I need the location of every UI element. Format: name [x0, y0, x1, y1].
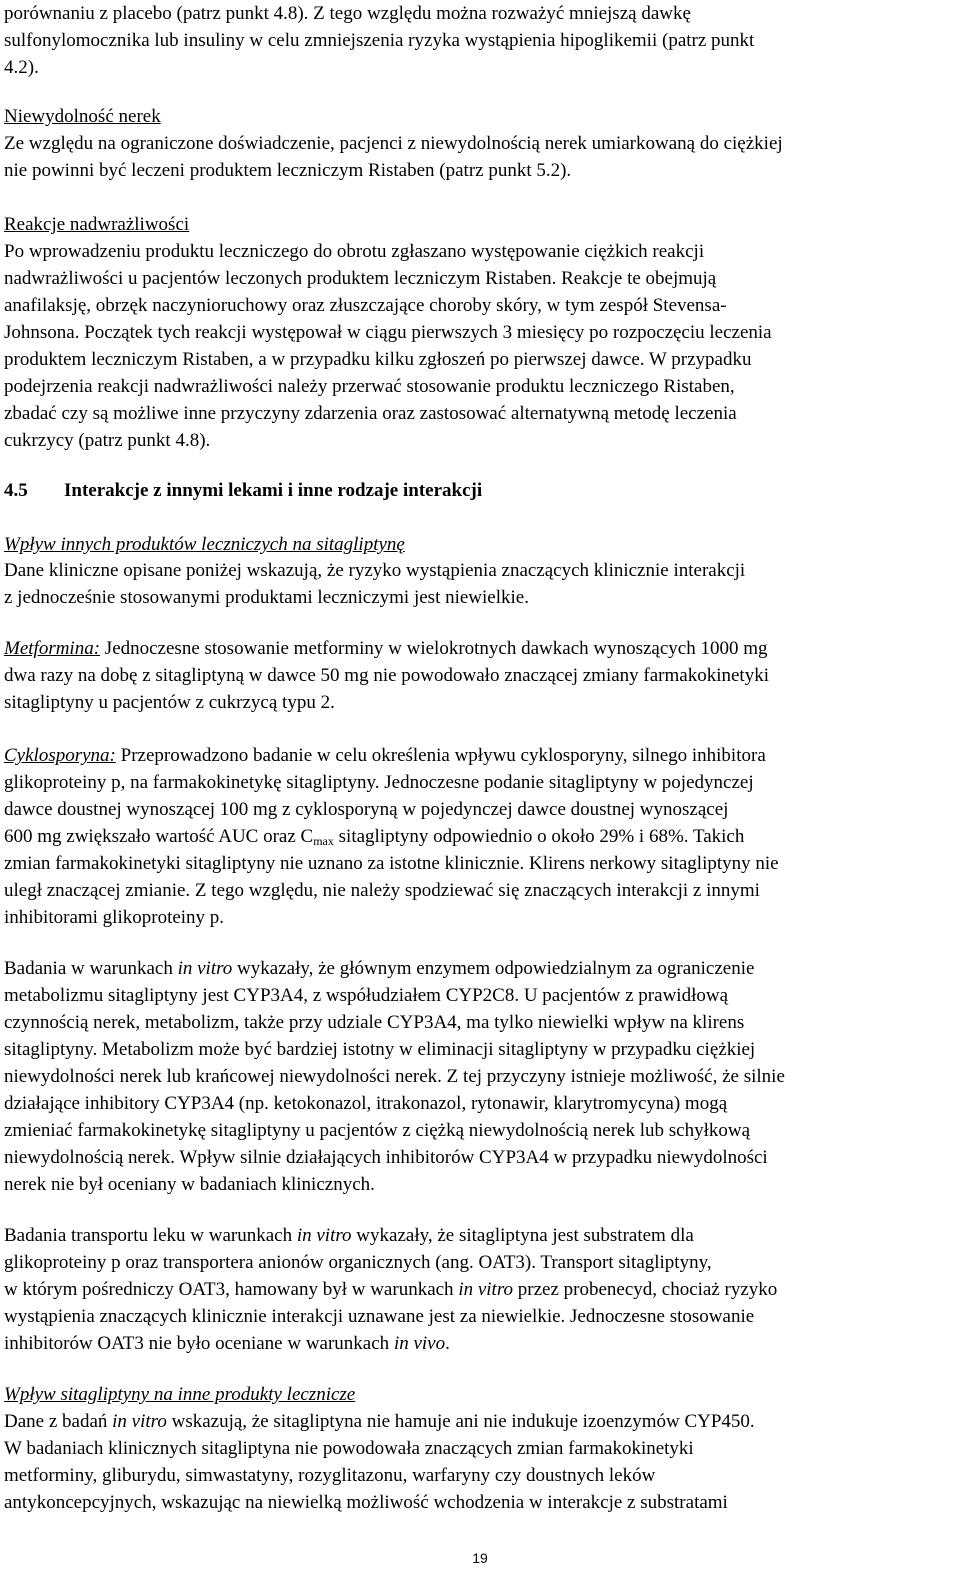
cyclosporin-line-5: zmian farmakokinetyki sitagliptyny nie uznano za istotne klinicznie. Klirens nerkowy sitagliptyny nie: [4, 853, 779, 874]
transport-line-2: glikoproteiny p oraz transportera anionów organicznych (ang. OAT3). Transport sitagliptyny,: [4, 1252, 712, 1273]
hypersensitivity-line-5: produktem leczniczym Ristaben, a w przypadku kilku zgłoszeń po pierwszej dawce. W przypadku: [4, 349, 752, 370]
renal-line-1: Ze względu na ograniczone doświadczenie, pacjenci z niewydolnością nerek umiarkowaną do ciężkiej: [4, 133, 783, 154]
invitro-line-7: zmieniać farmakokinetykę sitagliptyny u pacjentów z ciężką niewydolnością nerek lub schyłkową: [4, 1120, 751, 1141]
effects-sita-line-1-end: wskazują, że sitagliptyna nie hamuje ani nie indukuje izoenzymów CYP450.: [166, 1411, 755, 1432]
effects-sita-line-4: antykoncepcyjnych, wskazując na niewielką możliwość wchodzenia w interakcje z substratami: [4, 1492, 728, 1513]
invitro-line-9: nerek nie był oceniany w badaniach klinicznych.: [4, 1174, 375, 1195]
transport-line-1-end: wykazały, że sitagliptyna jest substratem dla: [351, 1225, 694, 1246]
metformin-text: Jednoczesne stosowanie metforminy w wielokrotnych dawkach wynoszących 1000 mg: [100, 638, 768, 659]
in-vitro-term: in vitro: [296, 1225, 352, 1246]
section-number: 4.5: [4, 480, 28, 501]
effects-sita-line-2: W badaniach klinicznych sitagliptyna nie powodowała znaczących zmian farmakokinetyki: [4, 1438, 694, 1459]
metformin-line-2: dwa razy na dobę z sitagliptyną w dawce 50 mg nie powodowało znaczącej zmiany farmakokinetyki: [4, 665, 769, 686]
hypersensitivity-line-4: Johnsona. Początek tych reakcji występował w ciągu pierwszych 3 miesięcy po rozpoczęciu leczenia: [4, 322, 772, 343]
hypersensitivity-line-1: Po wprowadzeniu produktu leczniczego do obrotu zgłaszano występowanie ciężkich reakcji: [4, 241, 705, 262]
transport-line-3: [4, 1276, 777, 1303]
hypersensitivity-line-2: nadwrażliwości u pacjentów leczonych produktem leczniczym Ristaben. Reakcje te obejmują: [4, 268, 717, 289]
effects-sita-line-3: metforminy, gliburydu, simwastatyny, rozyglitazonu, warfaryny czy doustnych leków: [4, 1465, 656, 1486]
invitro-line-4: sitagliptyny. Metabolizm może być bardziej istotny w eliminacji sitagliptyny w przypadku ciężkiej: [4, 1039, 756, 1060]
metformin-line-3: sitagliptyny u pacjentów z cukrzycą typu 2.: [4, 692, 335, 713]
effects-sita-line-1: [4, 1408, 755, 1435]
hypersensitivity-heading: Reakcje nadwrażliwości: [4, 214, 190, 235]
cyclosporin-line-2: glikoproteiny p, na farmakokinetykę sitagliptyny. Jednoczesne podanie sitagliptyny w pojedynczej: [4, 772, 754, 793]
cyclosporin-line-6: uległ znaczącej zmianie. Z tego względu, nie należy spodziewać się znaczących interakcji z innymi: [4, 880, 760, 901]
effects-sita-heading: Wpływ sitagliptyny na inne produkty lecznicze: [4, 1384, 356, 1405]
effects-others-heading: Wpływ innych produktów leczniczych na sitagliptynę: [4, 534, 405, 555]
cyclosporin-label: Cyklosporyna:: [4, 745, 116, 766]
metformin-label: Metformina:: [4, 638, 101, 659]
in-vitro-term: in vitro: [177, 958, 233, 979]
transport-line-5-start: inhibitorów OAT3 nie było oceniane w warunkach: [4, 1333, 394, 1354]
transport-line-1-start: Badania transportu leku w warunkach: [4, 1225, 297, 1246]
cyclosporin-line-1: [4, 742, 766, 769]
hypersensitivity-line-3: anafilaksję, obrzęk naczynioruchowy oraz złuszczające choroby skóry, w tym zespół Stevensa-: [4, 295, 727, 316]
invitro-line-2: metabolizmu sitagliptyny jest CYP3A4, z współudziałem CYP2C8. U pacjentów z prawidłową: [4, 985, 729, 1006]
invitro-line-8: niewydolnością nerek. Wpływ silnie działających inhibitorów CYP3A4 w przypadku niewydolności: [4, 1147, 768, 1168]
effects-sita-line-1-start: Dane z badań: [4, 1411, 113, 1432]
transport-line-5-end: .: [445, 1333, 450, 1354]
renal-heading: Niewydolność nerek: [4, 106, 161, 127]
cyclosporin-line-7: inhibitorami glikoproteiny p.: [4, 907, 225, 928]
transport-line-5: [4, 1330, 450, 1357]
in-vitro-term: in vitro: [112, 1411, 167, 1432]
intro-line-3: 4.2).: [4, 57, 39, 78]
invitro-line-5: niewydolności nerek lub krańcowej niewydolności nerek. Z tej przyczyny istnieje możliwość, że silnie: [4, 1066, 785, 1087]
transport-line-3-end: przez probenecyd, chociaż ryzyko: [513, 1279, 778, 1300]
invitro-line-3: czynnością nerek, metabolizm, także przy udziale CYP3A4, ma tylko niewielki wpływ na klirens: [4, 1012, 745, 1033]
effects-others-line-1: Dane kliniczne opisane poniżej wskazują, że ryzyko wystąpienia znaczących klinicznie interakcji: [4, 560, 746, 581]
renal-line-2: nie powinni być leczeni produktem leczniczym Ristaben (patrz punkt 5.2).: [4, 160, 572, 181]
section-heading: [4, 477, 482, 504]
invitro-line-1-end: wykazały, że głównym enzymem odpowiedzialnym za ograniczenie: [232, 958, 755, 979]
transport-line-1: [4, 1222, 694, 1249]
in-vivo-term: in vivo: [393, 1333, 446, 1354]
cyclosporin-text: Przeprowadzono badanie w celu określenia wpływu cyklosporyny, silnego inhibitora: [115, 745, 766, 766]
invitro-line-1-start: Badania w warunkach: [4, 958, 178, 979]
transport-line-4: wystąpienia znaczących klinicznie interakcji uznawane jest za niewielkie. Jednoczesne stosowanie: [4, 1306, 755, 1327]
intro-line-1: porównaniu z placebo (patrz punkt 4.8). Z tego względu można rozważyć mniejszą dawkę: [4, 3, 691, 24]
hypersensitivity-line-7: zbadać czy są możliwe inne przyczyny zdarzenia oraz zastosować alternatywną metodę leczenia: [4, 403, 737, 424]
transport-line-3-start: w którym pośredniczy OAT3, hamowany był w warunkach: [4, 1279, 459, 1300]
invitro-line-6: działające inhibitory CYP3A4 (np. ketokonazol, itrakonazol, rytonawir, klarytromycyna) mogą: [4, 1093, 728, 1114]
section-title: Interakcje z innymi lekami i inne rodzaje interakcji: [64, 480, 483, 501]
cmax-subscript: max: [313, 834, 334, 848]
hypersensitivity-line-6: podejrzenia reakcji nadwrażliwości należy przerwać stosowanie produktu leczniczego Ristaben,: [4, 376, 735, 397]
cyclosporin-line-4-start: 600 mg zwiększało wartość AUC oraz C: [4, 826, 314, 847]
page-number: 19: [472, 1550, 488, 1566]
invitro-line-1: [4, 955, 754, 982]
in-vitro-term: in vitro: [458, 1279, 514, 1300]
metformin-line-1: [4, 635, 768, 662]
hypersensitivity-line-8: cukrzycy (patrz punkt 4.8).: [4, 430, 211, 451]
cyclosporin-line-3: dawce doustnej wynoszącej 100 mg z cyklosporyną w pojedynczej dawce doustnej wynoszącej: [4, 799, 729, 820]
cyclosporin-line-4-end: sitagliptyny odpowiednio o około 29% i 68%. Takich: [333, 826, 745, 847]
effects-others-line-2: z jednocześnie stosowanymi produktami leczniczymi jest niewielkie.: [4, 587, 529, 608]
intro-line-2: sulfonylomocznika lub insuliny w celu zmniejszenia ryzyka wystąpienia hipoglikemii (patrz punkt: [4, 30, 755, 51]
